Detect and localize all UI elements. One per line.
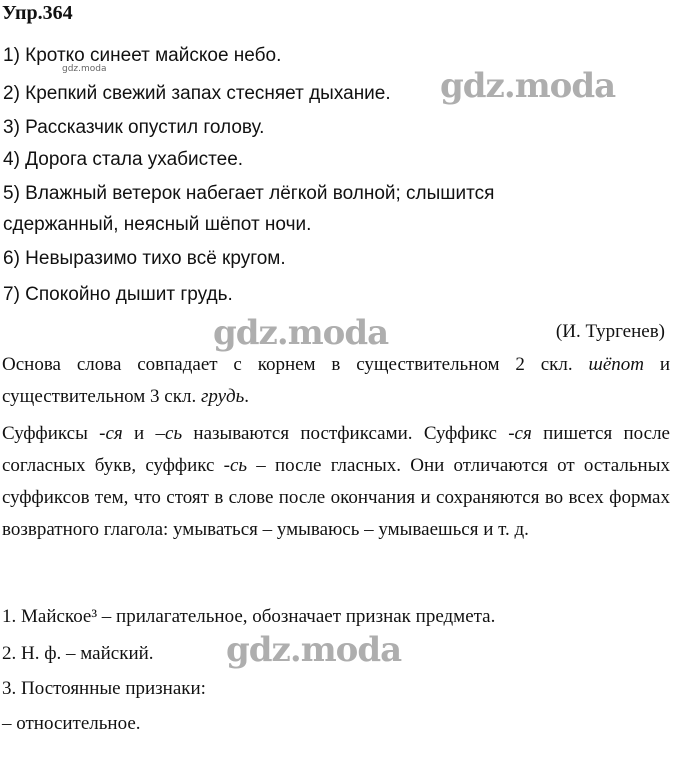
sentence-3: 3) Рассказчик опустил голову. <box>3 117 265 138</box>
exercise-title: Упр.364 <box>2 2 73 24</box>
para2-t1: Суффиксы <box>2 423 100 444</box>
para2-s4: -сь <box>223 455 248 476</box>
para2-s2: –сь <box>155 423 183 444</box>
source-attribution: (И. Тургенев) <box>555 321 665 342</box>
para2-t5: – после гласных. Они отличаются от остальных суффиксов тем, что стоят в слове после окончания и сохраняются во всех формах возвратного глагола: умываться – умываюсь – умываешься и т. д. <box>2 455 670 540</box>
para1-text-b: и существительном 3 скл. <box>2 354 670 407</box>
analysis-line-2: 2. Н. ф. – майский. <box>2 643 154 664</box>
para2-s3: -ся <box>508 423 532 444</box>
para2-t3: называются постфиксами. Суффикс <box>182 423 509 444</box>
analysis-line-1: 1. Майское³ – прилагательное, обозначает признак предмета. <box>2 606 496 627</box>
para2-t4: пишется после согласных букв, суффикс <box>2 423 670 476</box>
watermark-small: gdz.moda <box>62 64 107 74</box>
para1-text-c: . <box>244 386 250 407</box>
sentence-4: 4) Дорога стала ухабистее. <box>3 149 244 170</box>
watermark-logo-2: gdz.moda <box>213 313 389 353</box>
analysis-line-3: 3. Постоянные признаки: <box>2 678 206 699</box>
paragraph-base-root <box>2 349 670 413</box>
sentence-1: 1) Кротко синеет майское небо. <box>3 45 282 66</box>
sentence-6: 6) Невыразимо тихо всё кругом. <box>3 248 286 269</box>
sentence-7: 7) Спокойно дышит грудь. <box>3 284 233 305</box>
sentence-5: 5) Влажный ветерок набегает лёгкой волной; слышится <box>3 183 495 204</box>
watermark-logo-3: gdz.moda <box>226 630 402 670</box>
sentence-2: 2) Крепкий свежий запах стесняет дыхание. <box>3 83 391 104</box>
para1-text-a: Основа слова совпадает с корнем в существительном 2 скл. <box>2 354 589 375</box>
sentence-5-continued: сдержанный, неясный шёпот ночи. <box>3 214 312 235</box>
analysis-line-4: – относительное. <box>2 713 141 734</box>
paragraph-postfixes <box>2 418 670 546</box>
para2-t2: и <box>122 423 156 444</box>
para1-word-grud: грудь <box>200 386 245 407</box>
para1-word-shepot: шёпот <box>588 354 644 375</box>
watermark-logo-1: gdz.moda <box>440 66 616 106</box>
para2-s1: -ся <box>99 423 123 444</box>
